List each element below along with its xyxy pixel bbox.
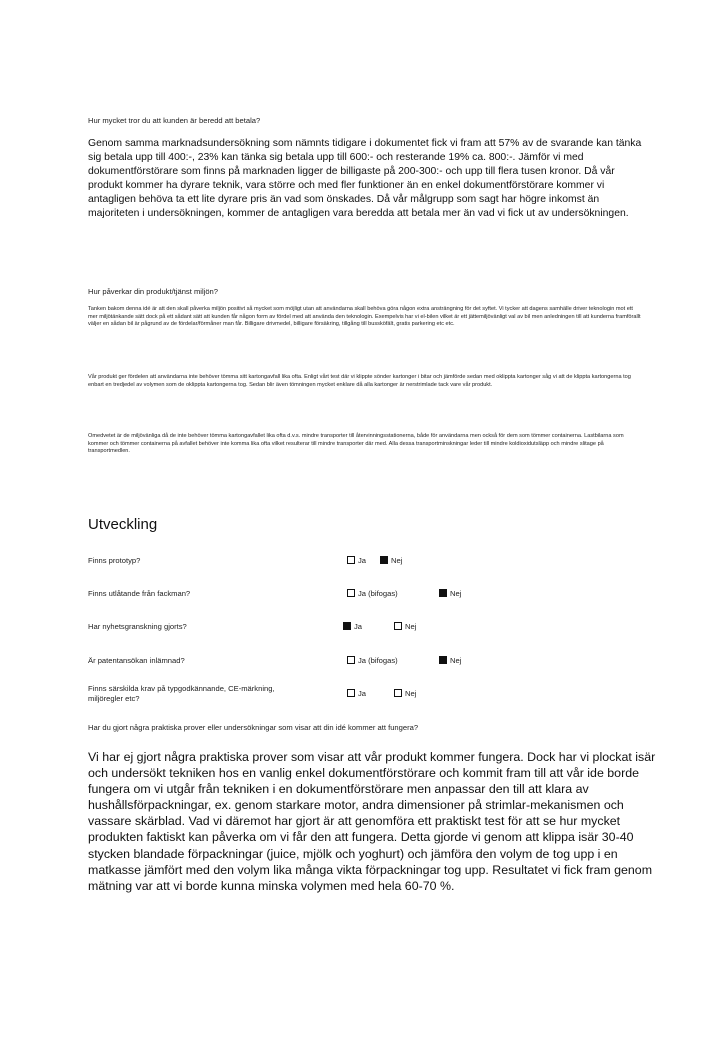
- checkbox-checked-icon[interactable]: [343, 622, 351, 630]
- section-heading-utveckling: Utveckling: [88, 516, 158, 533]
- dev-question: Finns utlåtande från fackman?: [88, 589, 191, 598]
- test-answer: Vi har ej gjort några praktiska prover som visar att vår produkt kommer fungera. Dock har vi plockat isär och undersökt tekniken hos en vanlig enkel dokumentförstörare och kommit fram till att vår ide borde fungera om vi utgår från tekniken i en dokumentförstörare men anpassar den till att klara av hushållsförpackningar, ex. genom starkare motor, andra dimensioner på strimlar-mekanismen och vassare skärblad. Vad vi däremot har gjort är att genomföra ett praktiskt test för att se hur mycket produkten faktiskt kan påverka om vi får den att fungera. Detta gjorde vi genom att klippa isär 30-40 stycken blandade förpackningar (juice, mjölk och yoghurt) och jämföra den volym de tog upp i en matkasse jämfört med den volym lika många vikta förpackningar tog upp. Resultatet vi fick fram genom mätning var att vi borde kunna minska volymen med hela 60-70 %.: [88, 750, 656, 893]
- environment-paragraph-3: Omedvetet är de miljövänliga då de inte behöver tömma kartongavfallet lika ofta d.v.s. mindre transporter till återvinningsstationerna, både för användarna men också för dem som tömmer containerna. Lastbilarna som kommer och tömmer containerna på avfallet behöver inte komma lika ofta vilket resulterar till mindre transporter där med. Alla dessa transportminskningar leder till mindre koldioxidutsläpp och mindre slitage på transportmedlen.: [88, 433, 624, 454]
- pricing-question: Hur mycket tror du att kunden är beredd att betala?: [88, 116, 261, 125]
- environment-paragraph-2: Vår produkt ger fördelen att användarna inte behöver tömma sitt kartongavfall lika ofta. Enligt vårt test där vi klippte sönder kartonger i bitar och jämförde sedan med oklippta kartonger såg vi att de klippta kartongerna tog enbart en tredjedel av volymen som de oklippta kartongerna tog. Sedan blir även tömningen mycket enklare då alla kartonger är nerstrimlade tack vare vår produkt.: [88, 374, 631, 388]
- checkbox-checked-icon[interactable]: [380, 556, 388, 564]
- checkbox-checked-icon[interactable]: [439, 656, 447, 664]
- option-ja[interactable]: Ja: [347, 556, 366, 566]
- environment-paragraph-1: Tanken bakom denna idé är att den skall påverka miljön positivt så mycket som möjligt utan att användarna skall behöva göra någon extra ansträngning för det syftet. Vi tycker att dagens samhälle driver teknologin mot ett mer miljötänkande sätt dock på ett sådant sätt att kunden får någon form av fördel med att använda den teknologin. Exempelvis har vi el-bilen vilket är ett jättemiljövänligt val av bil men anledningen till att kunderna framförallt väljer en sådan bil är pågrund av de fördelar/förmåner man får. Billigare drivmedel, billigare försäkring, tillgång till bussköfält, gratis parkering etc etc.: [88, 306, 641, 327]
- option-nej[interactable]: Nej: [439, 656, 461, 666]
- option-nej[interactable]: Nej: [394, 622, 416, 632]
- dev-question: Finns prototyp?: [88, 556, 141, 565]
- dev-question: Är patentansökan inlämnad?: [88, 656, 185, 665]
- dev-question: Finns särskilda krav på typgodkännande, CE-märkning, miljöregler etc?: [88, 684, 275, 703]
- dev-question: Har nyhetsgranskning gjorts?: [88, 622, 187, 631]
- option-nej[interactable]: Nej: [439, 589, 461, 599]
- checkbox-unchecked-icon[interactable]: [347, 556, 355, 564]
- environment-question: Hur påverkar din produkt/tjänst miljön?: [88, 287, 218, 296]
- checkbox-unchecked-icon[interactable]: [347, 689, 355, 697]
- checkbox-unchecked-icon[interactable]: [347, 656, 355, 664]
- pricing-answer: Genom samma marknadsundersökning som nämnts tidigare i dokumentet fick vi fram att 57% av de svarande kan tänka sig betala upp till 400:-, 23% kan tänka sig betala upp till 600:- och resterande 19% ca. 800:-. Jämför vi med dokumentförstörare som finns på marknaden ligger de billigaste på 200-300:- och upp till flera tusen kronor. Då vår produkt kommer ha dyrare teknik, vara större och med fler funktioner än en enkel dokumentförstörare kommer vi antagligen behöva ta ett lite dyrare pris än vad som önskades. Då vår målgrupp som sagt har högre inkomst än majoriteten i undersökningen, kommer de antagligen vara beredda att betala mer än vad vi fick ut av undersökningen.: [88, 138, 642, 220]
- dev-row-special-requirements: [88, 684, 648, 708]
- test-question: Har du gjort några praktiska prover eller undersökningar som visar att din idé kommer att fungera?: [88, 723, 419, 732]
- option-ja[interactable]: Ja: [343, 622, 362, 632]
- option-nej[interactable]: Nej: [380, 556, 402, 566]
- dev-row-patent-application: [88, 656, 648, 680]
- option-ja-bifogas[interactable]: Ja (bifogas): [347, 589, 398, 599]
- dev-row-prototype: [88, 556, 648, 580]
- checkbox-unchecked-icon[interactable]: [394, 622, 402, 630]
- dev-row-novelty-search: [88, 622, 648, 646]
- dev-row-expert-opinion: [88, 589, 648, 613]
- checkbox-unchecked-icon[interactable]: [394, 689, 402, 697]
- option-ja[interactable]: Ja: [347, 689, 366, 699]
- option-nej[interactable]: Nej: [394, 689, 416, 699]
- checkbox-checked-icon[interactable]: [439, 589, 447, 597]
- checkbox-unchecked-icon[interactable]: [347, 589, 355, 597]
- option-ja-bifogas[interactable]: Ja (bifogas): [347, 656, 398, 666]
